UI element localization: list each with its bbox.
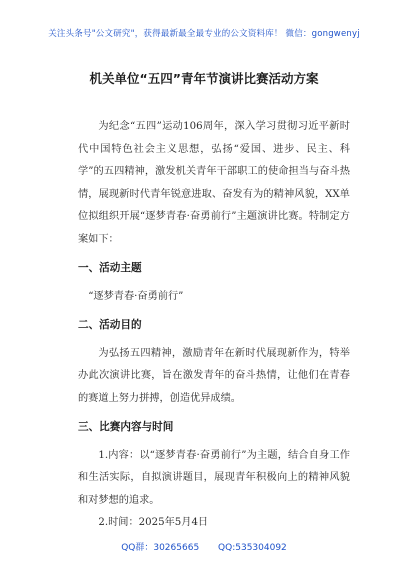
bottom-banner bbox=[0, 540, 408, 553]
qq-text: QQ:535304092 bbox=[218, 543, 287, 553]
content-item: 1.内容：以“逐梦青春·奋勇前行”为主题，结合自身工作和生活实际，自拟演讲题目，展现青年积极向上的精神风貌和对梦想的追求。 bbox=[78, 449, 350, 506]
time-item: 2.时间：2025年5月4日 bbox=[98, 517, 209, 528]
section-heading-theme: 一、活动主题 bbox=[78, 262, 142, 274]
top-banner: 关注头条号"公文研究"，获得最新最全最专业的公文资料库！ 微信：gongwenyj bbox=[48, 29, 360, 39]
intro-paragraph: 为纪念“五四”运动106周年，深入学习贯彻习近平新时代中国特色社会主义思想，弘扬“爱国、进步、民主、科学”的五四精神，激发机关青年干部职工的使命担当与奋斗热情，展现新时代青年锐意进取、奋发有为的精神风貌，XX单位拟组织开展“逐梦青春·奋勇前行”主题演讲比赛。特制定方案如下： bbox=[78, 121, 350, 245]
section-heading-purpose: 二、活动目的 bbox=[78, 319, 142, 331]
document-body bbox=[78, 116, 350, 535]
theme-text: “逐梦青春·奋勇前行” bbox=[88, 290, 184, 302]
document-title: 机关单位“五四”青年节演讲比赛活动方案 bbox=[89, 71, 319, 86]
section-heading-content-time: 三、比赛内容与时间 bbox=[78, 421, 174, 433]
purpose-paragraph: 为弘扬五四精神，激励青年在新时代展现新作为，特举办此次演讲比赛，旨在激发青年的奋斗热情，让他们在青春的赛道上努力拼搏，创造优异成绩。 bbox=[78, 347, 350, 404]
qq-group-text: QQ群：30265665 bbox=[121, 543, 200, 553]
